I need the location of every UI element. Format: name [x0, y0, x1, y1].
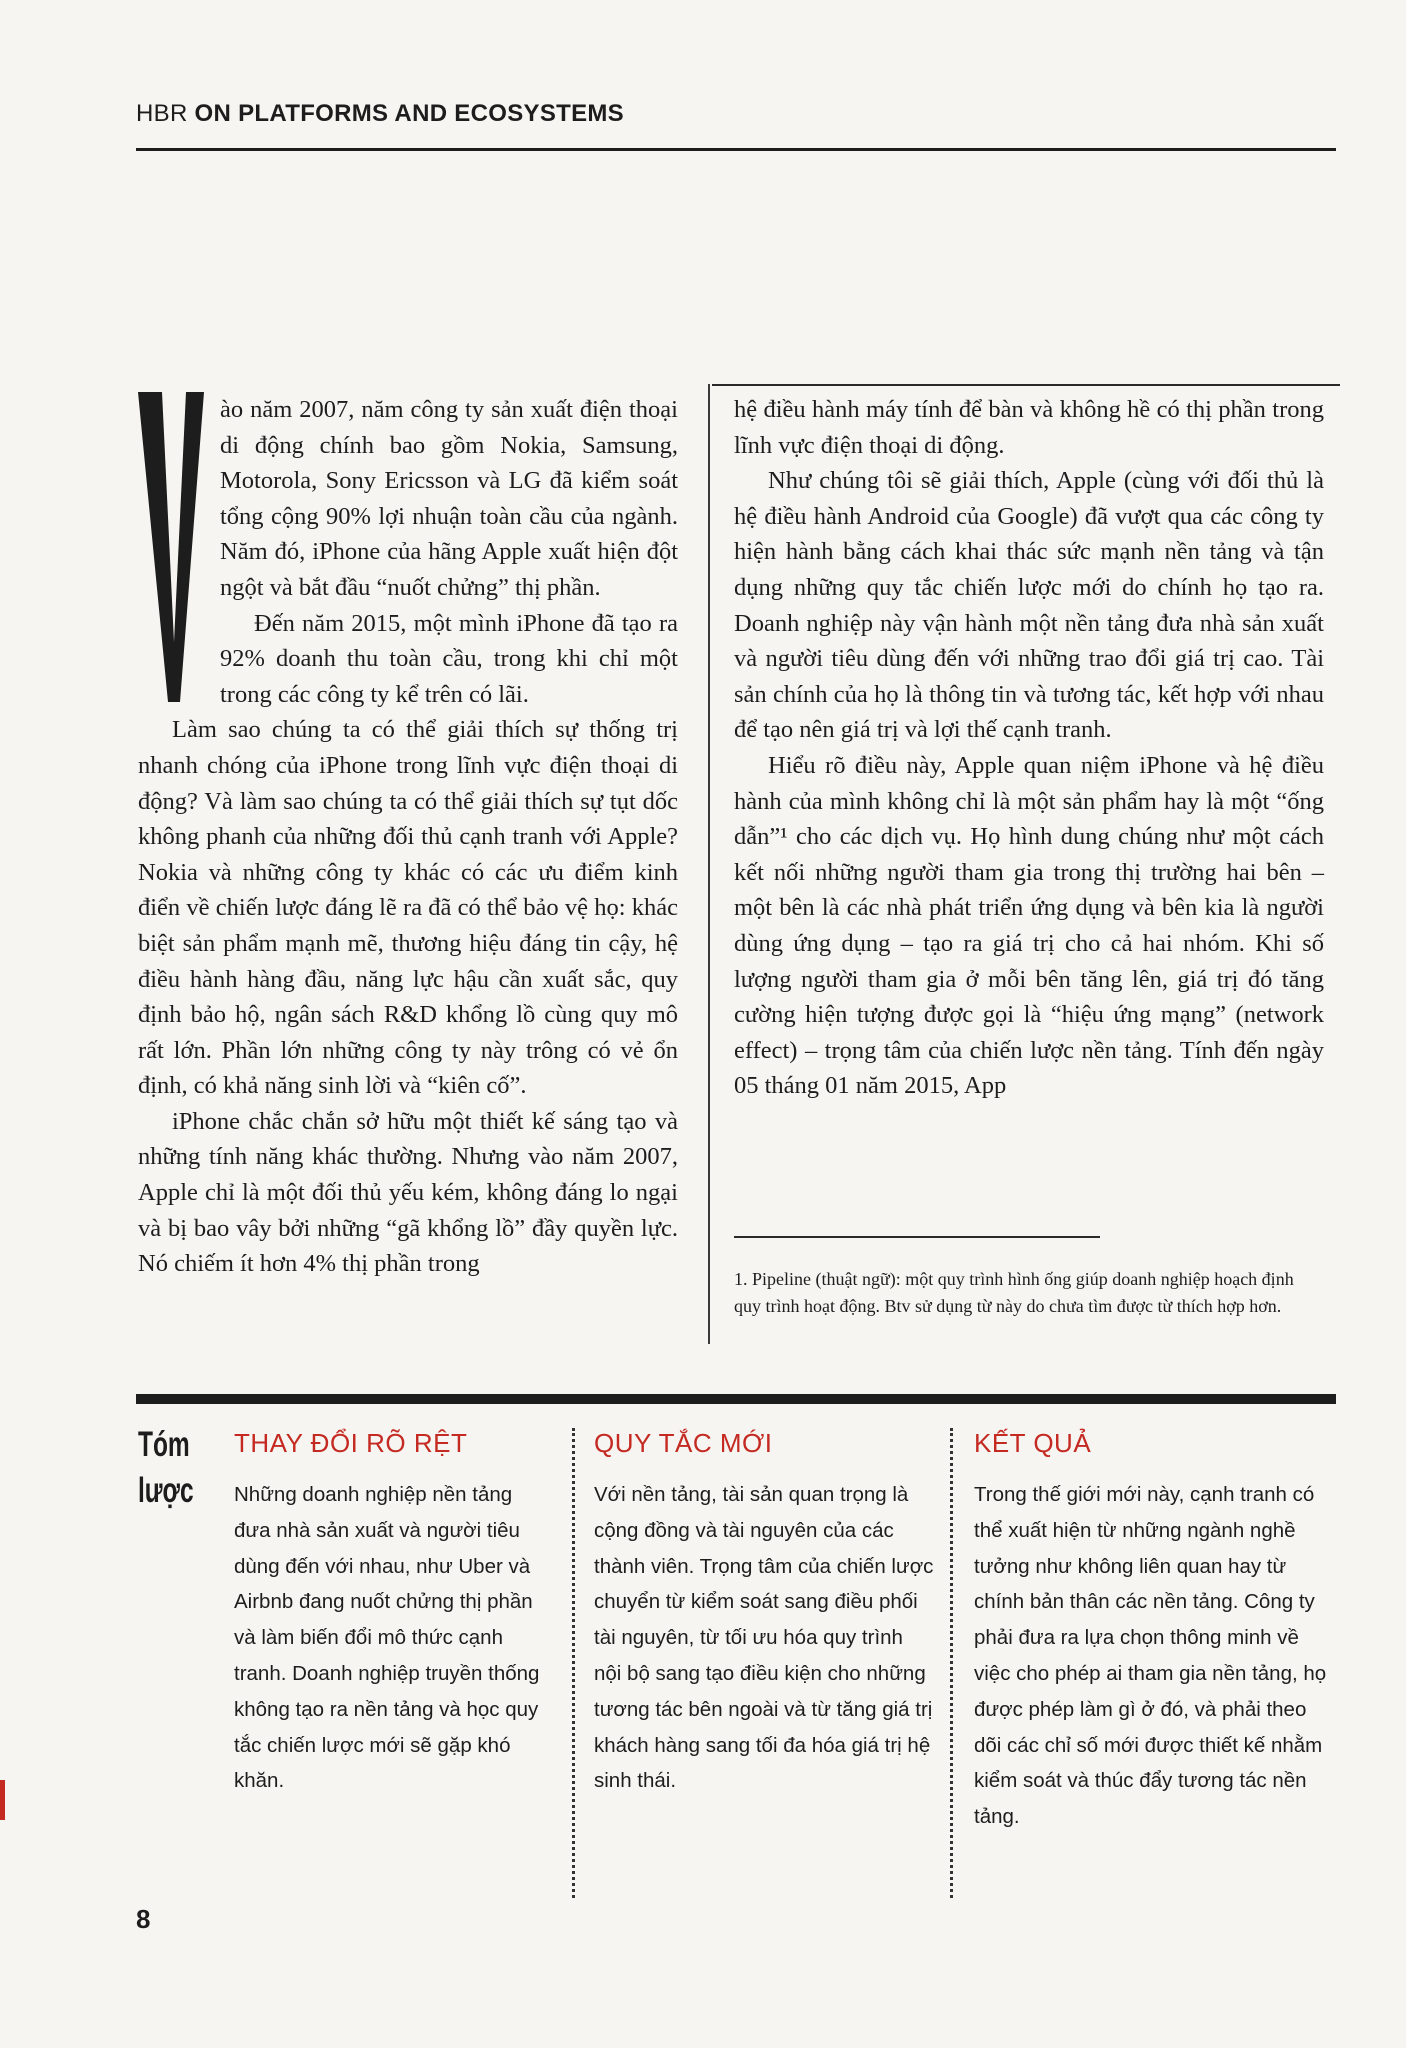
summary-text: Những doanh nghiệp nền tảng đưa nhà sản xuất và người tiêu dùng đến với nhau, như Uber và Airbnb đang nuốt chửng thị phần và làm biến đổi mô thức cạnh tranh. Doanh nghiệp truyền thống không tạo ra nền tảng và học quy tắc chiến lược mới sẽ gặp khó khăn. [234, 1483, 540, 1793]
page-edge-mark [0, 1780, 5, 1820]
header-title: ON PLATFORMS AND ECOSYSTEMS [194, 100, 624, 127]
summary-dotted-divider [950, 1428, 953, 1898]
footnote-rule [734, 1236, 1100, 1238]
summary-title-line: lược [138, 1471, 194, 1510]
summary-heading: QUY TẮC MỚI [594, 1428, 773, 1458]
summary-title [138, 1422, 194, 1514]
article-paragraph: ào năm 2007, năm công ty sản xuất điện thoại di động chính bao gồm Nokia, Samsung, Motorola, Sony Ericsson và LG đã kiểm soát tổng cộng 90% lợi nhuận toàn cầu của ngành. Năm đó, iPhone của hãng Apple xuất hiện đột ngột và bắt đầu “nuốt chửng” thị phần. [220, 396, 678, 601]
drop-cap [138, 392, 204, 702]
summary-column-3 [974, 1428, 1334, 1835]
drop-cap-glyph [138, 392, 204, 702]
header-rule [136, 148, 1336, 151]
page-number: 8 [136, 1904, 151, 1934]
summary-column-1 [234, 1428, 544, 1799]
article-paragraph: Hiểu rõ điều này, Apple quan niệm iPhone và hệ điều hành của mình không chỉ là một sản phẩm hay là một “ống dẫn”¹ cho các dịch vụ. Họ hình dung chúng như một cách kết nối những người tham gia trong thị trường hai bên – một bên là các nhà phát triển ứng dụng và bên kia là người dùng ứng dụng – tạo ra giá trị cho cả hai nhóm. Khi số lượng người tham gia ở mỗi bên tăng lên, giá trị đó tăng cường hiện tượng được gọi là “hiệu ứng mạng” (network effect) – trọng tâm của chiến lược nền tảng. Tính đến ngày 05 tháng 01 năm 2015, App [734, 751, 1324, 1100]
summary-column-2 [594, 1428, 934, 1799]
article-paragraph: Đến năm 2015, một mình iPhone đã tạo ra 92% doanh thu toàn cầu, trong khi chỉ một trong các công ty kể trên có lãi. [220, 609, 678, 708]
header-prefix: HBR [136, 100, 188, 127]
article-paragraph: Làm sao chúng ta có thể giải thích sự thống trị nhanh chóng của iPhone trong lĩnh vực điện thoại di động? Và làm sao chúng ta có thể giải thích sự tụt dốc không phanh của những đối thủ cạnh tranh với Apple? Nokia và những công ty khác có các ưu điểm kinh điển về chiến lược đáng lẽ ra đã có thể bảo vệ họ: khác biệt sản phẩm mạnh mẽ, thương hiệu đáng tin cậy, hệ điều hành hàng đầu, năng lực hậu cần xuất sắc, quy định bảo hộ, ngân sách R&D khổng lồ cùng quy mô rất lớn. Phần lớn những công ty này trông có vẻ ổn định, có khả năng sinh lời và “kiên cố”. [138, 716, 678, 1100]
article-paragraph: iPhone chắc chắn sở hữu một thiết kế sáng tạo và những tính năng khác thường. Nhưng vào năm 2007, Apple chỉ là một đối thủ yếu kém, không đáng lo ngại và bị bao vây bởi những “gã khổng lồ” đầy quyền lực. Nó chiếm ít hơn 4% thị phần trong [138, 1107, 678, 1278]
summary-dotted-divider [572, 1428, 575, 1898]
article-paragraph: hệ điều hành máy tính để bàn và không hề có thị phần trong lĩnh vực điện thoại di động. [734, 396, 1324, 459]
summary-heading: THAY ĐỔI RÕ RỆT [234, 1428, 468, 1458]
summary-text: Trong thế giới mới này, cạnh tranh có thể xuất hiện từ những ngành nghề tưởng như không liên quan hay từ chính bản thân các nền tảng. Công ty phải đưa ra lựa chọn thông minh về việc cho phép ai tham gia nền tảng, họ được phép làm gì ở đó, và phải theo dõi các chỉ số mới được thiết kế nhằm kiểm soát và thúc đẩy tương tác nền tảng. [974, 1483, 1327, 1829]
article-right-column [734, 392, 1324, 1104]
column-divider [708, 384, 710, 1344]
running-header [136, 100, 624, 128]
column-top-rule [712, 384, 1340, 386]
summary-title-line: Tóm [138, 1425, 190, 1464]
summary-text: Với nền tảng, tài sản quan trọng là cộng đồng và tài nguyên của các thành viên. Trọng tâm của chiến lược chuyển từ kiểm soát sang điều phối tài nguyên, từ tối ưu hóa quy trình nội bộ sang tạo điều kiện cho những tương tác bên ngoài và từ tăng giá trị khách hàng sang tối đa hóa giá trị hệ sinh thái. [594, 1483, 934, 1793]
article-paragraph: Như chúng tôi sẽ giải thích, Apple (cùng với đối thủ là hệ điều hành Android của Google) đã vượt qua các công ty hiện hành bằng cách khai thác sức mạnh nền tảng và tận dụng những quy tắc chiến lược mới do chính họ tạo ra. Doanh nghiệp này vận hành một nền tảng đưa nhà sản xuất và người tiêu dùng đến với những trao đổi giá trị cao. Tài sản chính của họ là thông tin và tương tác, kết hợp với nhau để tạo nên giá trị và lợi thế cạnh tranh. [734, 467, 1324, 744]
summary-heading: KẾT QUẢ [974, 1428, 1092, 1458]
summary-bar [136, 1394, 1336, 1404]
footnote: 1. Pipeline (thuật ngữ): một quy trình hình ống giúp doanh nghiệp hoạch định quy trình hoạt động. Btv sử dụng từ này do chưa tìm được từ thích hợp hơn. [734, 1269, 1294, 1316]
article-left-column [138, 392, 678, 1282]
